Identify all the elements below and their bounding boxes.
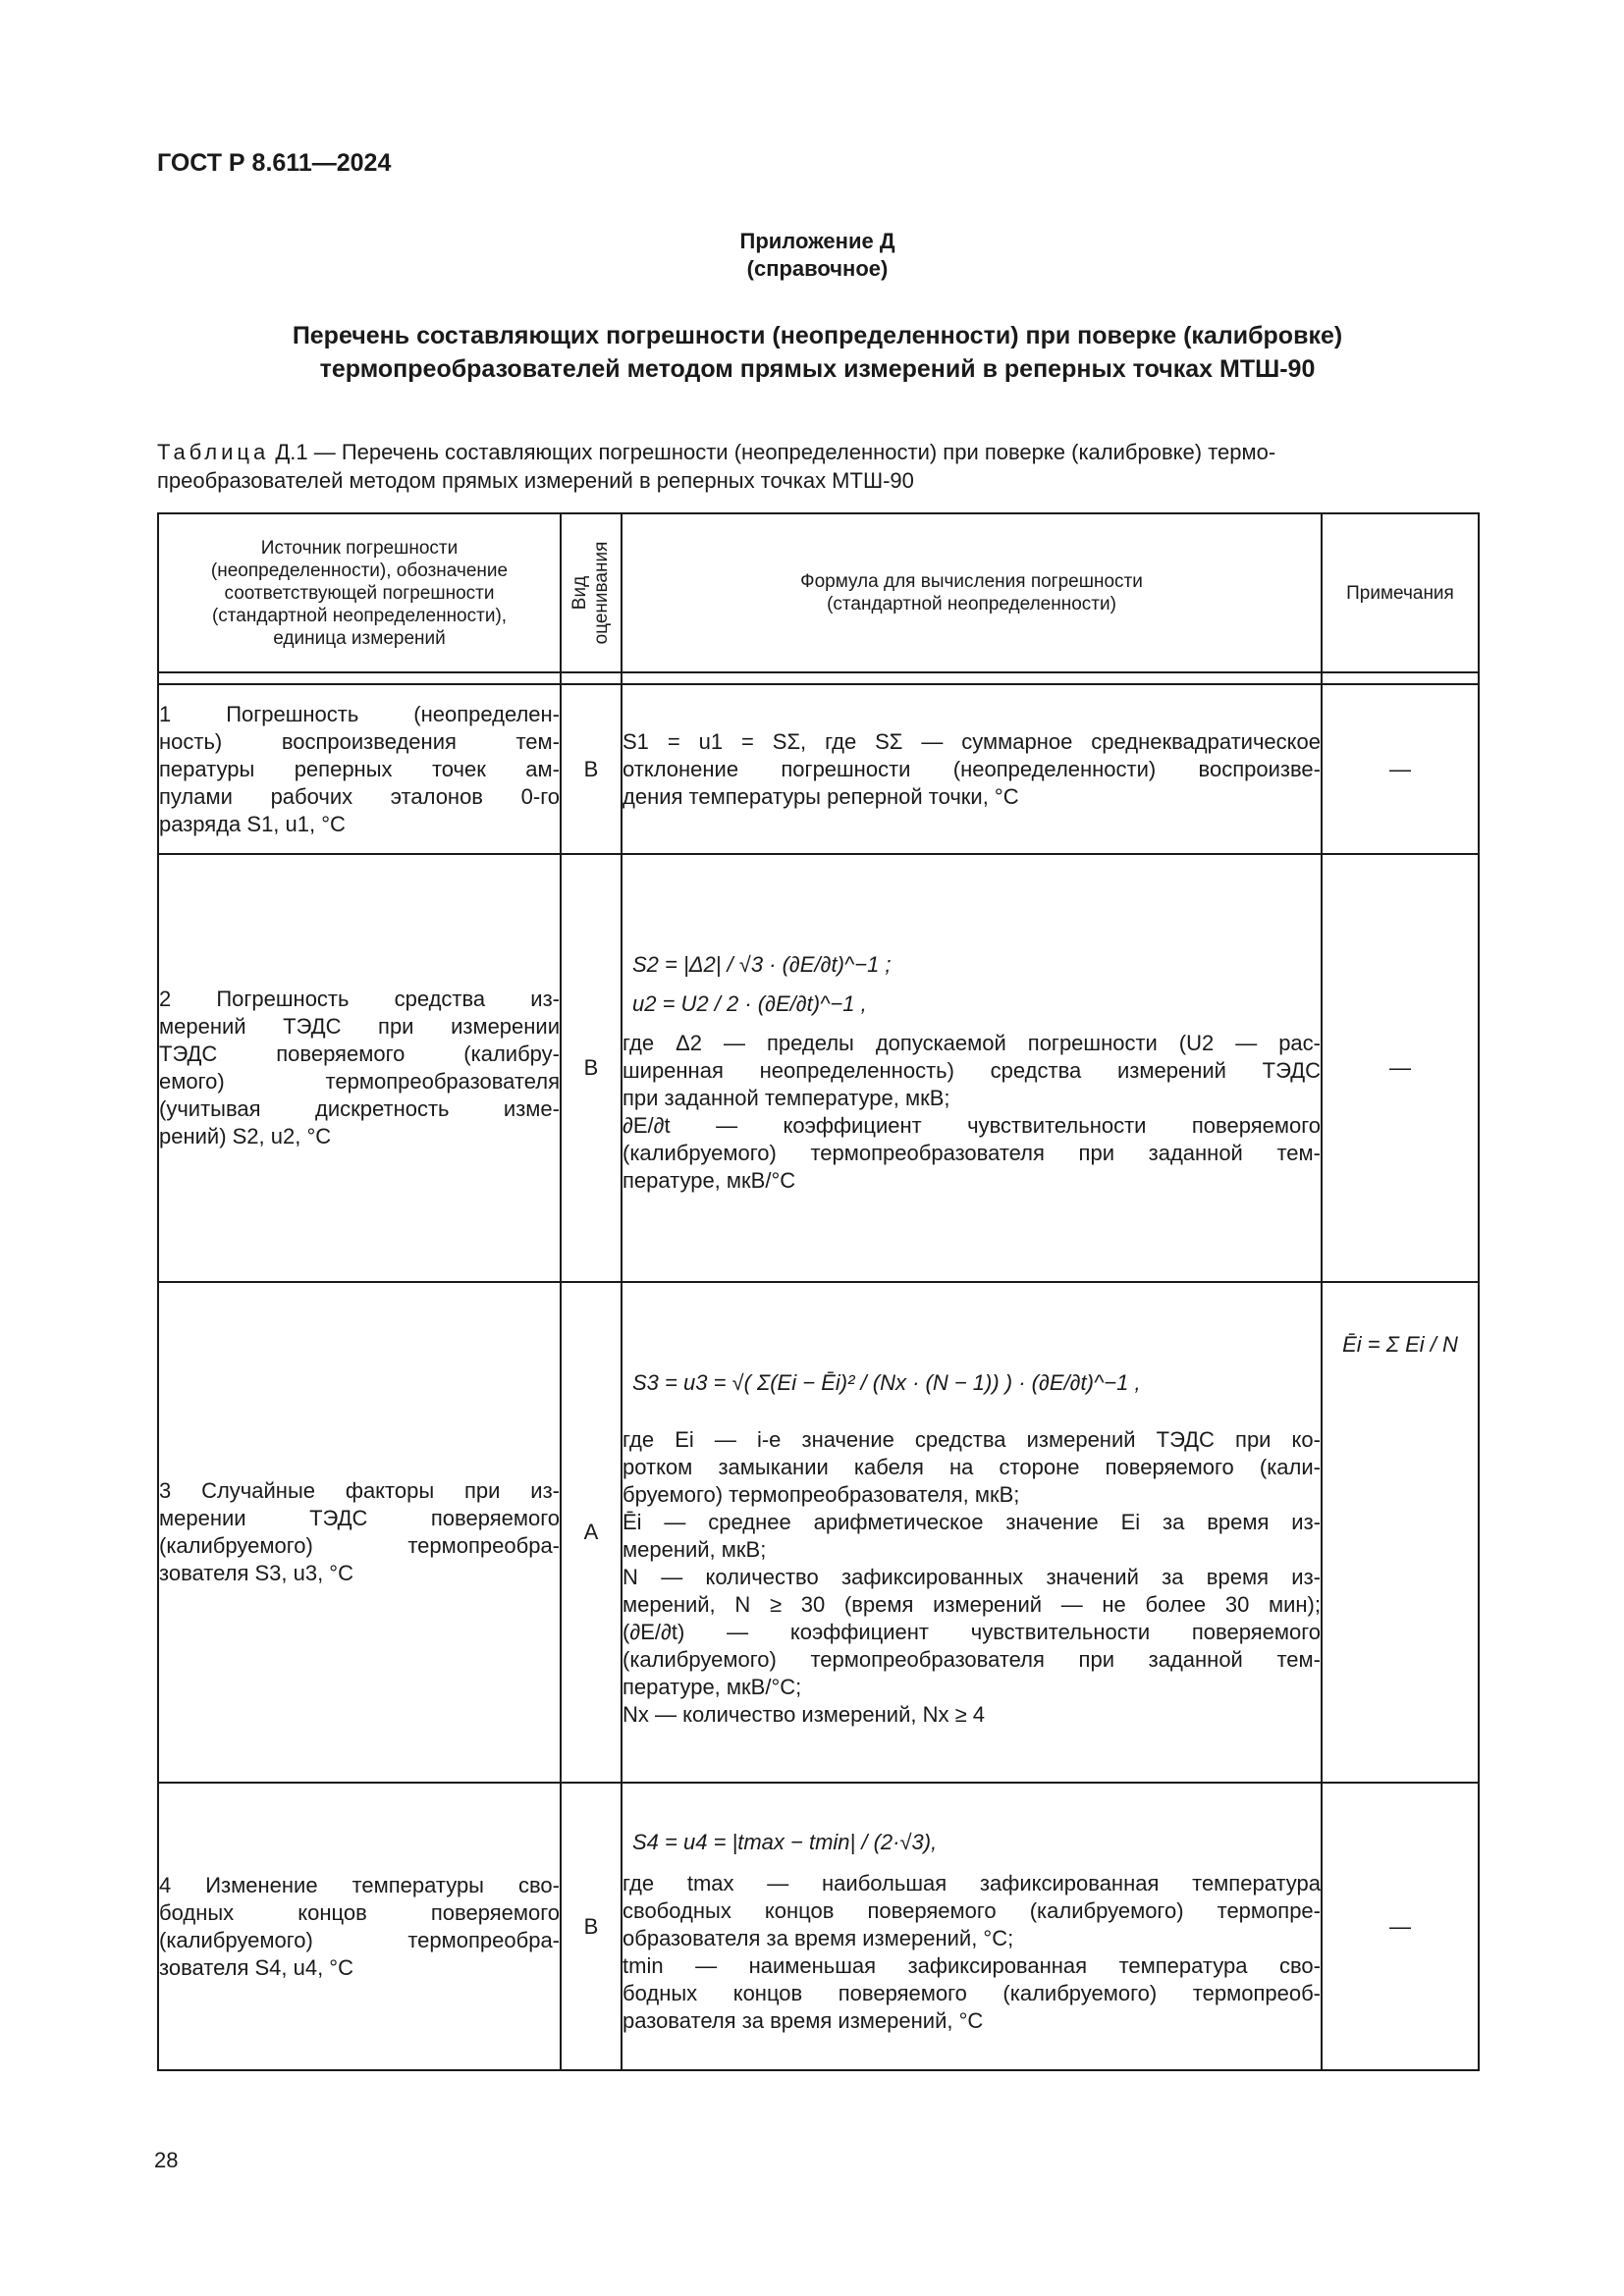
row-1-source: 1 Погрешность (неопределен- ность) воспроизведения тем- пературы реперных точек ам- пулами рабочих эталонов 0-го разряда S1, u1, °C: [158, 684, 561, 854]
table-row: [158, 684, 1479, 854]
row-2-note: —: [1322, 854, 1479, 1282]
row-4-source: 4 Изменение температуры сво- бодных концов поверяемого (калибруемого) термопреобра- зователя S4, u4, °C: [158, 1783, 561, 2070]
header-notes: Примечания: [1322, 513, 1479, 672]
table-caption-line-2: преобразователей методом прямых измерений в реперных точках МТШ-90: [157, 468, 914, 493]
error-components-table: [157, 512, 1480, 2071]
header-source: Источник погрешности (неопределенности), обозначение соответствующей погрешности (стандартной неопределенности), единица измерений: [158, 513, 561, 672]
appendix-label: Приложение Д: [739, 229, 895, 253]
row-2-kind: B: [561, 854, 622, 1282]
document-title: [196, 319, 1438, 386]
row-2-formula: S2 = |Δ2| / √3 · (∂E/∂t)^−1 ; u2 = U2 / 2 · (∂E/∂t)^−1 , где Δ2 — пределы допускаемой погрешности (U2 — рас- ширенная неопределенность) средства измерений ТЭДС при заданной температуре, мкВ; ∂E/∂t — коэффициент чувствительности поверяемого (калибруемого) термопреобразователя при заданной тем- пературе, мкВ/°C: [622, 854, 1322, 1282]
row-1-formula: S1 = u1 = SΣ, где SΣ — суммарное среднеквадратическое отклонение погрешности (неопределенности) воспроизве- дения температуры реперной точки, °C: [622, 684, 1322, 854]
row-1-kind: B: [561, 684, 622, 854]
row-1-note: —: [1322, 684, 1479, 854]
header-kind: Вид оценивания: [561, 513, 622, 672]
page-number: 28: [154, 2148, 179, 2172]
standard-id: ГОСТ Р 8.611—2024: [157, 149, 392, 177]
row-4-note: —: [1322, 1783, 1479, 2070]
appendix-heading: [157, 228, 1478, 283]
document-title-line-1: Перечень составляющих погрешности (неопределенности) при поверке (калибровке): [292, 322, 1343, 349]
row-3-source: 3 Случайные факторы при из- мерении ТЭДС поверяемого (калибруемого) термопреобра- зователя S3, u3, °C: [158, 1282, 561, 1783]
table-header-row: [158, 513, 1479, 672]
row-3-kind: A: [561, 1282, 622, 1783]
appendix-kind: (справочное): [746, 256, 889, 281]
table-row: [158, 1783, 1479, 2070]
document-title-line-2: термопреобразователей методом прямых измерений в реперных точках МТШ-90: [319, 355, 1316, 383]
row-4-formula: S4 = u4 = |tmax − tmin| / (2·√3), где tmax — наибольшая зафиксированная температура свободных концов поверяемого (калибруемого) термопре- образователя за время измерений, °C; tmin — наименьшая зафиксированная температура сво- бодных концов поверяемого (калибруемого) термопреоб- разователя за время измерений, °C: [622, 1783, 1322, 2070]
table-row: [158, 854, 1479, 1282]
row-2-source: 2 Погрешность средства из- мерений ТЭДС при измерении ТЭДС поверяемого (калибру- емого) термопреобразователя (учитывая дискретность изме- рений) S2, u2, °C: [158, 854, 561, 1282]
header-formula: Формула для вычисления погрешности (стандартной неопределенности): [622, 513, 1322, 672]
table-caption-text: Д.1 — Перечень составляющих погрешности (неопределенности) при поверке (калибровке) термо-: [269, 440, 1276, 464]
table-caption: [157, 438, 1478, 495]
row-3-formula: S3 = u3 = √( Σ(Ei − Ēi)² / (Nx · (N − 1)) ) · (∂E/∂t)^−1 , где Ei — i-е значение средства измерений ТЭДС при ко- ротком замыкании кабеля на стороне поверяемого (кали- бруемого) термопреобразователя, мкВ; Ēi — среднее арифметическое значение Ei за время из- мерений, мкВ; N — количество зафиксированных значений за время из- мерений, N ≥ 30 (время измерений — не более 30 мин); (∂E/∂t) — коэффициент чувствительности поверяемого (калибруемого) термопреобразователя при заданной тем- пературе, мкВ/°C; Nx — количество измерений, Nx ≥ 4: [622, 1282, 1322, 1783]
table-caption-word: Таблица: [157, 440, 270, 464]
row-4-kind: B: [561, 1783, 622, 2070]
table-row: [158, 1282, 1479, 1783]
row-3-note: Ēi = Σ Ei / N: [1322, 1282, 1479, 1783]
